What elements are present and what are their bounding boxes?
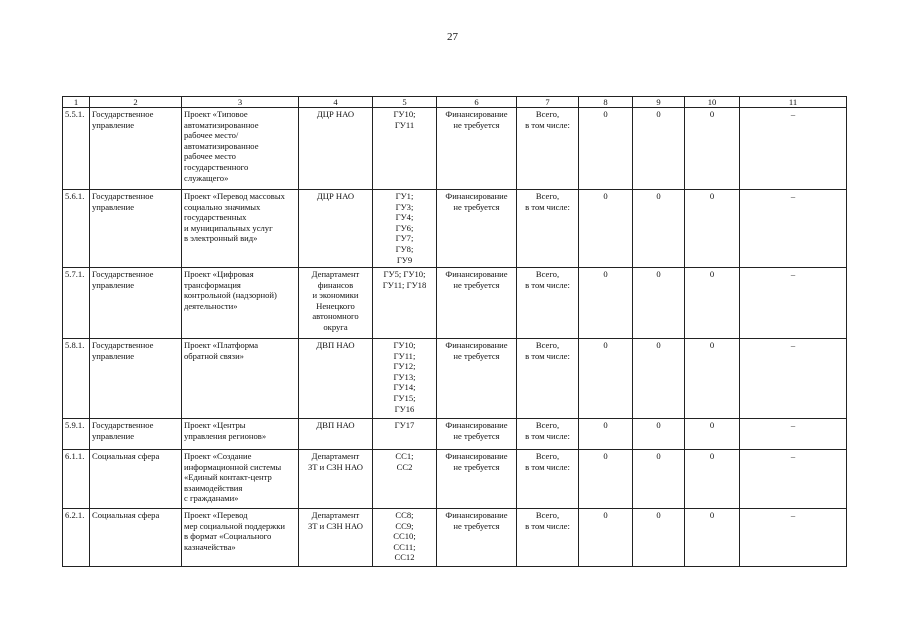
- row-col11: –: [740, 190, 847, 268]
- row-goals: СС1; СС2: [373, 450, 437, 509]
- row-area: Государственное управление: [90, 419, 182, 450]
- row-total: Всего, в том числе:: [517, 190, 579, 268]
- row-executor: ДЦР НАО: [299, 190, 373, 268]
- row-number: 5.7.1.: [63, 268, 90, 339]
- row-total: Всего, в том числе:: [517, 419, 579, 450]
- row-col9: 0: [633, 108, 685, 190]
- row-financing: Финансирование не требуется: [437, 268, 517, 339]
- row-goals: ГУ5; ГУ10; ГУ11; ГУ18: [373, 268, 437, 339]
- row-executor: Департамент ЗТ и СЗН НАО: [299, 450, 373, 509]
- row-area: Социальная сфера: [90, 509, 182, 567]
- row-col10: 0: [685, 419, 740, 450]
- table-row: [63, 339, 847, 419]
- row-col9: 0: [633, 419, 685, 450]
- row-col11: –: [740, 108, 847, 190]
- table-row: [63, 419, 847, 450]
- row-col11: –: [740, 339, 847, 419]
- row-number: 6.1.1.: [63, 450, 90, 509]
- row-project: Проект «Типовое автоматизированное рабочее место/ автоматизированное рабочее место государственного служащего»: [182, 108, 299, 190]
- row-col9: 0: [633, 190, 685, 268]
- row-col11: –: [740, 509, 847, 567]
- row-financing: Финансирование не требуется: [437, 190, 517, 268]
- row-total: Всего, в том числе:: [517, 450, 579, 509]
- row-executor: Департамент ЗТ и СЗН НАО: [299, 509, 373, 567]
- header-cell: 4: [299, 97, 373, 108]
- row-financing: Финансирование не требуется: [437, 419, 517, 450]
- row-financing: Финансирование не требуется: [437, 450, 517, 509]
- row-col8: 0: [579, 108, 633, 190]
- row-goals: ГУ10; ГУ11: [373, 108, 437, 190]
- row-col9: 0: [633, 509, 685, 567]
- header-cell: 9: [633, 97, 685, 108]
- header-cell: 8: [579, 97, 633, 108]
- row-number: 5.9.1.: [63, 419, 90, 450]
- row-col9: 0: [633, 339, 685, 419]
- table-row: [63, 268, 847, 339]
- row-number: 5.6.1.: [63, 190, 90, 268]
- header-cell: 6: [437, 97, 517, 108]
- row-project: Проект «Платформа обратной связи»: [182, 339, 299, 419]
- table-row: [63, 108, 847, 190]
- row-col11: –: [740, 419, 847, 450]
- row-total: Всего, в том числе:: [517, 268, 579, 339]
- row-col11: –: [740, 450, 847, 509]
- row-col8: 0: [579, 509, 633, 567]
- row-col10: 0: [685, 509, 740, 567]
- table-row: [63, 190, 847, 268]
- row-goals: ГУ10; ГУ11; ГУ12; ГУ13; ГУ14; ГУ15; ГУ16: [373, 339, 437, 419]
- row-col8: 0: [579, 268, 633, 339]
- row-executor: ДВП НАО: [299, 339, 373, 419]
- row-col8: 0: [579, 450, 633, 509]
- row-project: Проект «Цифровая трансформация контрольной (надзорной) деятельности»: [182, 268, 299, 339]
- page-number: 27: [447, 31, 458, 43]
- header-cell: 5: [373, 97, 437, 108]
- header-cell: 10: [685, 97, 740, 108]
- row-executor: Департамент финансов и экономики Ненецкого автономного округа: [299, 268, 373, 339]
- row-number: 5.8.1.: [63, 339, 90, 419]
- row-total: Всего, в том числе:: [517, 509, 579, 567]
- row-col11: –: [740, 268, 847, 339]
- header-cell: 7: [517, 97, 579, 108]
- row-area: Государственное управление: [90, 108, 182, 190]
- row-col10: 0: [685, 339, 740, 419]
- header-cell: 2: [90, 97, 182, 108]
- row-number: 6.2.1.: [63, 509, 90, 567]
- row-total: Всего, в том числе:: [517, 339, 579, 419]
- row-executor: ДЦР НАО: [299, 108, 373, 190]
- header-cell: 1: [63, 97, 90, 108]
- row-area: Государственное управление: [90, 190, 182, 268]
- row-area: Государственное управление: [90, 268, 182, 339]
- row-financing: Финансирование не требуется: [437, 108, 517, 190]
- row-col9: 0: [633, 450, 685, 509]
- row-col10: 0: [685, 450, 740, 509]
- header-row: [63, 97, 847, 108]
- row-project: Проект «Перевод массовых социально значимых государственных и муниципальных услуг в электронный вид»: [182, 190, 299, 268]
- header-cell: 11: [740, 97, 847, 108]
- table-row: [63, 509, 847, 567]
- row-col10: 0: [685, 268, 740, 339]
- row-project: Проект «Перевод мер социальной поддержки в формат «Социального казначейства»: [182, 509, 299, 567]
- table-row: [63, 450, 847, 509]
- row-project: Проект «Центры управления регионов»: [182, 419, 299, 450]
- row-col8: 0: [579, 339, 633, 419]
- row-total: Всего, в том числе:: [517, 108, 579, 190]
- row-number: 5.5.1.: [63, 108, 90, 190]
- projects-table: [62, 96, 847, 567]
- row-goals: ГУ17: [373, 419, 437, 450]
- row-goals: СС8; СС9; СС10; СС11; СС12: [373, 509, 437, 567]
- header-cell: 3: [182, 97, 299, 108]
- row-col10: 0: [685, 108, 740, 190]
- row-executor: ДВП НАО: [299, 419, 373, 450]
- row-financing: Финансирование не требуется: [437, 509, 517, 567]
- row-goals: ГУ1; ГУ3; ГУ4; ГУ6; ГУ7; ГУ8; ГУ9: [373, 190, 437, 268]
- row-area: Государственное управление: [90, 339, 182, 419]
- row-col8: 0: [579, 190, 633, 268]
- row-col10: 0: [685, 190, 740, 268]
- row-col8: 0: [579, 419, 633, 450]
- row-project: Проект «Создание информационной системы «Единый контакт-центр взаимодействия с гражданами»: [182, 450, 299, 509]
- row-area: Социальная сфера: [90, 450, 182, 509]
- row-financing: Финансирование не требуется: [437, 339, 517, 419]
- row-col9: 0: [633, 268, 685, 339]
